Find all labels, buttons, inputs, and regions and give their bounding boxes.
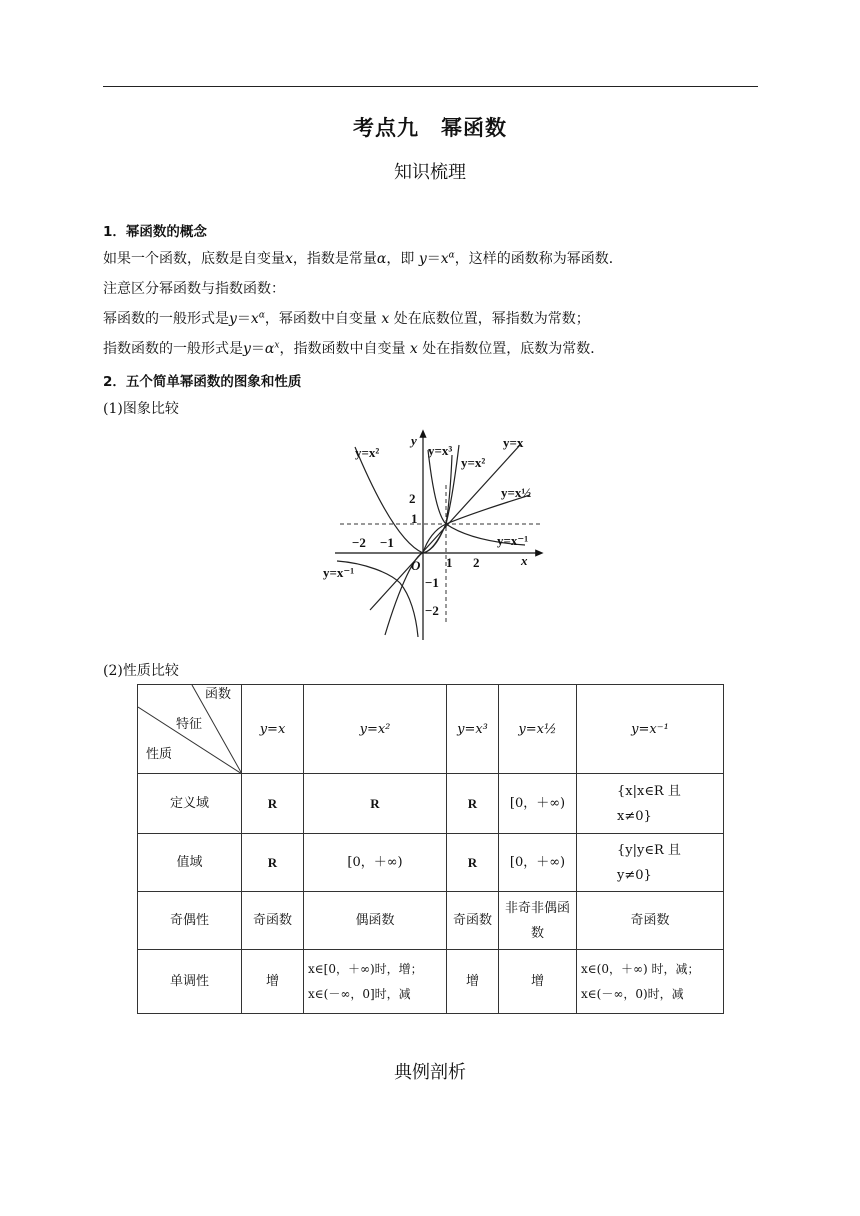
power-form-line: 幂函数的一般形式是$y=x^\alpha$，幂函数中自变量 x 处在底数位置，幂指数为常数； xyxy=(103,310,590,327)
tick-x-1: 1 xyxy=(446,555,453,570)
tick-y-neg1: −1 xyxy=(425,575,439,590)
def-text-b: ，指数是常量 xyxy=(292,251,377,267)
table-corner-cell xyxy=(138,685,242,774)
table-cell: x∈[0，＋∞)时，增；x∈(－∞，0]时，减 xyxy=(304,950,447,1014)
curve-x xyxy=(370,445,520,610)
note-line: 注意区分幂函数与指数函数： xyxy=(103,281,285,297)
section1-heading: 1．幂函数的概念 xyxy=(103,224,207,240)
table-cell: R xyxy=(304,774,447,834)
table-row xyxy=(138,834,724,892)
tick-x-2: 2 xyxy=(473,555,480,570)
graph-compare-label: (1)图象比较 xyxy=(103,401,179,417)
power-text-b: ，幂函数中自变量 xyxy=(264,311,377,327)
def-text-a: 如果一个函数，底数是自变量 xyxy=(103,251,285,267)
origin-label: O xyxy=(411,558,421,573)
label-x-cubed: y=x³ xyxy=(428,443,453,458)
table-cell: 增 xyxy=(499,950,577,1014)
exp-text-b: ，指数函数中自变量 xyxy=(279,341,406,357)
examples-heading: 典例剖析 xyxy=(394,1062,466,1083)
y-axis-label: y xyxy=(411,433,417,448)
table-cell: {y|y∈R 且 y≠0} xyxy=(577,834,724,892)
label-x: y=x xyxy=(503,435,524,450)
table-cell: R xyxy=(447,834,499,892)
power-functions-graph xyxy=(315,425,550,645)
table-cell: 增 xyxy=(447,950,499,1014)
table-cell: R xyxy=(242,774,304,834)
power-text-a: 幂函数的一般形式是 xyxy=(103,311,229,327)
corner-function-label: 函数 xyxy=(204,687,231,702)
graph-svg xyxy=(315,425,550,645)
properties-table xyxy=(137,684,724,1014)
curve-x-squared xyxy=(355,445,459,553)
header-cell: y=x² xyxy=(304,685,447,774)
label-inverse-left: y=x⁻¹ xyxy=(323,565,355,580)
table-cell: 奇函数 xyxy=(447,892,499,950)
table-cell: R xyxy=(447,774,499,834)
table-row xyxy=(138,950,724,1014)
tick-y-1: 1 xyxy=(411,511,418,526)
table-cell: R xyxy=(242,834,304,892)
header-rule xyxy=(103,86,758,87)
label-x-squared-left: y=x² xyxy=(355,445,380,460)
section2-heading: 2．五个简单幂函数的图象和性质 xyxy=(103,374,302,390)
definition-paragraph: 如果一个函数，底数是自变量x，指数是常量α，即 $y=x^\alpha$，这样的函数称为幂函数． xyxy=(103,250,623,267)
page-title: 考点九 幂函数 xyxy=(353,116,507,140)
def-text-c: ，即 xyxy=(386,251,415,267)
table-cell: {x|x∈R 且 x≠0} xyxy=(577,774,724,834)
tick-x-neg1: −1 xyxy=(380,535,394,550)
exp-text-a: 指数函数的一般形式是 xyxy=(103,341,243,357)
row-label: 定义域 xyxy=(138,774,242,834)
tick-x-neg2: −2 xyxy=(352,535,366,550)
label-inverse-right: y=x⁻¹ xyxy=(497,533,529,548)
section-subtitle: 知识梳理 xyxy=(394,162,466,183)
curve-x-cubed xyxy=(385,455,452,635)
table-cell: 奇函数 xyxy=(577,892,724,950)
label-sqrt: y=x½ xyxy=(501,485,532,500)
table-cell: 奇函数 xyxy=(242,892,304,950)
row-label: 奇偶性 xyxy=(138,892,242,950)
def-text-d: ，这样的函数称为幂函数． xyxy=(454,251,623,267)
corner-feature-label: 特征 xyxy=(176,717,203,732)
table-cell: 非奇非偶函数 xyxy=(499,892,577,950)
label-x-squared-right: y=x² xyxy=(461,455,486,470)
header-cell: y=x³ xyxy=(447,685,499,774)
table-header-row xyxy=(138,685,724,774)
header-cell: y=x xyxy=(242,685,304,774)
row-label: 单调性 xyxy=(138,950,242,1014)
table-row xyxy=(138,892,724,950)
tick-y-neg2: −2 xyxy=(425,603,439,618)
table-cell: x∈(0，＋∞) 时，减；x∈(－∞，0)时，减 xyxy=(577,950,724,1014)
corner-property-label: 性质 xyxy=(146,747,173,762)
table-cell: [0，＋∞) xyxy=(499,774,577,834)
table-cell: [0，＋∞) xyxy=(499,834,577,892)
x-axis-label: x xyxy=(521,553,528,568)
table-cell: 增 xyxy=(242,950,304,1014)
exp-text-c: 处在指数位置，底数为常数． xyxy=(422,341,605,357)
header-cell: y=x⁻¹ xyxy=(577,685,724,774)
row-label: 值域 xyxy=(138,834,242,892)
table-cell: [0，＋∞) xyxy=(304,834,447,892)
property-compare-label: (2)性质比较 xyxy=(103,663,179,679)
power-text-c: 处在底数位置，幂指数为常数； xyxy=(393,311,590,327)
tick-y-2: 2 xyxy=(409,491,416,506)
exp-form-line: 指数函数的一般形式是$y=\alpha^x$，指数函数中自变量 x 处在指数位置，底数为常数． xyxy=(103,340,605,357)
header-cell: y=x½ xyxy=(499,685,577,774)
table-row xyxy=(138,774,724,834)
table-cell: 偶函数 xyxy=(304,892,447,950)
